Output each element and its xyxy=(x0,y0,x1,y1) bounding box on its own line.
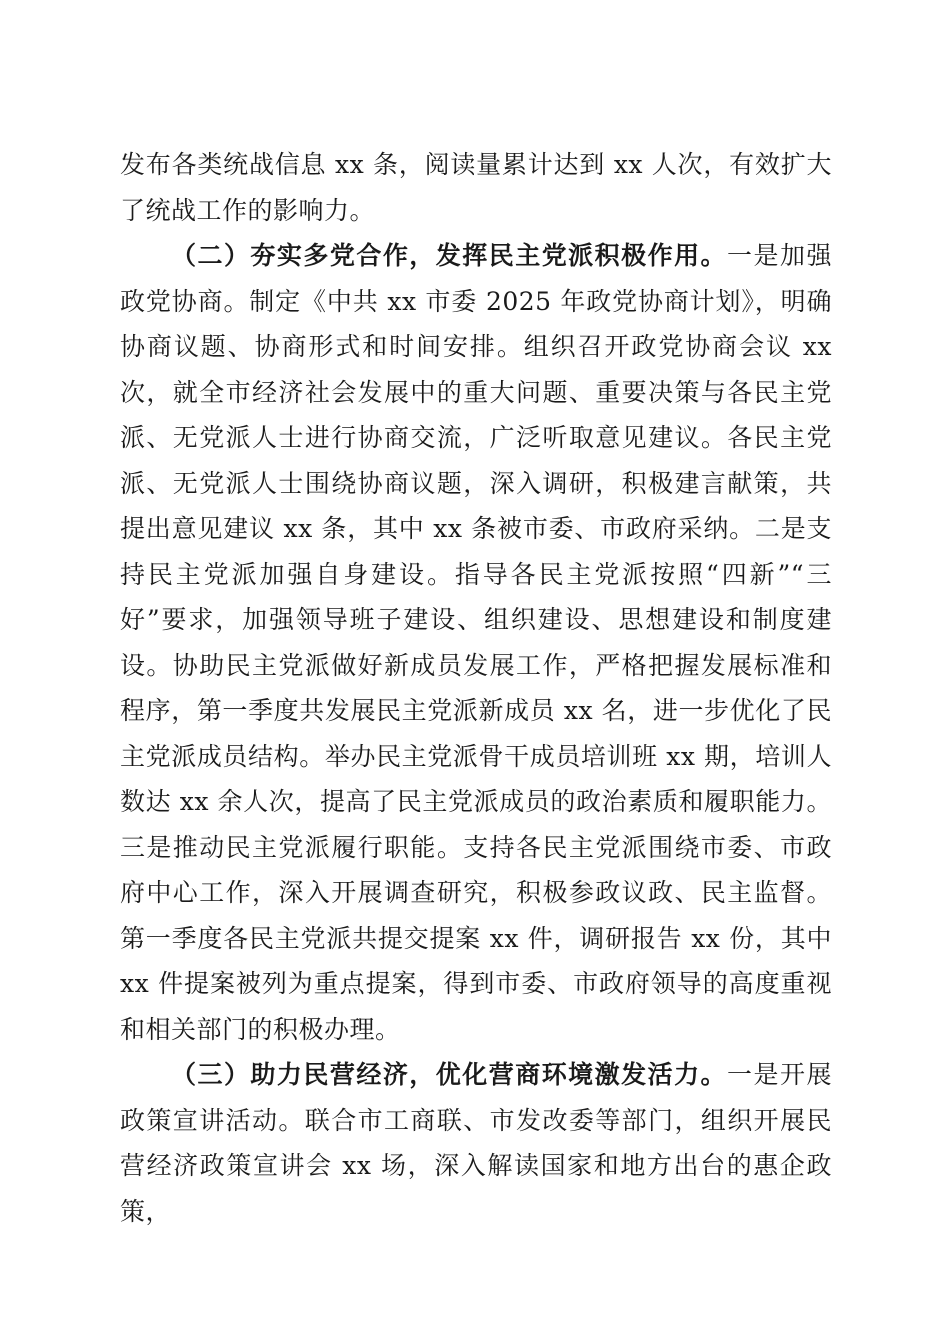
paragraph-continuation xyxy=(120,142,832,233)
paragraph-text: 发布各类统战信息 xx 条，阅读量累计达到 xx 人次，有效扩大了统战工作的影响力。 xyxy=(120,150,832,225)
section-heading-2: （二）夯实多党合作，发挥民主党派积极作用。 xyxy=(171,241,728,270)
section-heading-3: （三）助力民营经济，优化营商环境激发活力。 xyxy=(171,1060,728,1089)
paragraph-text: 一是开展政策宣讲活动。联合市工商联、市发改委等部门，组织开展民营经济政策宣讲会 xx 场，深入解读国家和地方出台的惠企政策， xyxy=(120,1060,832,1226)
paragraph-section-3 xyxy=(120,1052,832,1234)
paragraph-text: 一是加强政党协商。制定《中共 xx 市委 2025 年政党协商计划》，明确协商议题、协商形式和时间安排。组织召开政党协商会议 xx 次，就全市经济社会发展中的重大问题、重要决策与各民主党派、无党派人士进行协商交流，广泛听取意见建议。各民主党派、无党派人士围绕协商议题，深入调研，积极建言献策，共提出意见建议 xx 条，其中 xx 条被市委、市政府采纳。二是支持民主党派加强自身建设。指导各民主党派按照“四新”“三好”要求，加强领导班子建设、组织建设、思想建设和制度建设。协助民主党派做好新成员发展工作，严格把握发展标准和程序，第一季度共发展民主党派新成员 xx 名，进一步优化了民主党派成员结构。举办民主党派骨干成员培训班 xx 期，培训人数达 xx 余人次，提高了民主党派成员的政治素质和履职能力。三是推动民主党派履行职能。支持各民主党派围绕市委、市政府中心工作，深入开展调查研究，积极参政议政、民主监督。第一季度各民主党派共提交提案 xx 件，调研报告 xx 份，其中 xx 件提案被列为重点提案，得到市委、市政府领导的高度重视和相关部门的积极办理。 xyxy=(120,241,832,1044)
body-text xyxy=(120,142,832,1234)
paragraph-section-2 xyxy=(120,233,832,1052)
